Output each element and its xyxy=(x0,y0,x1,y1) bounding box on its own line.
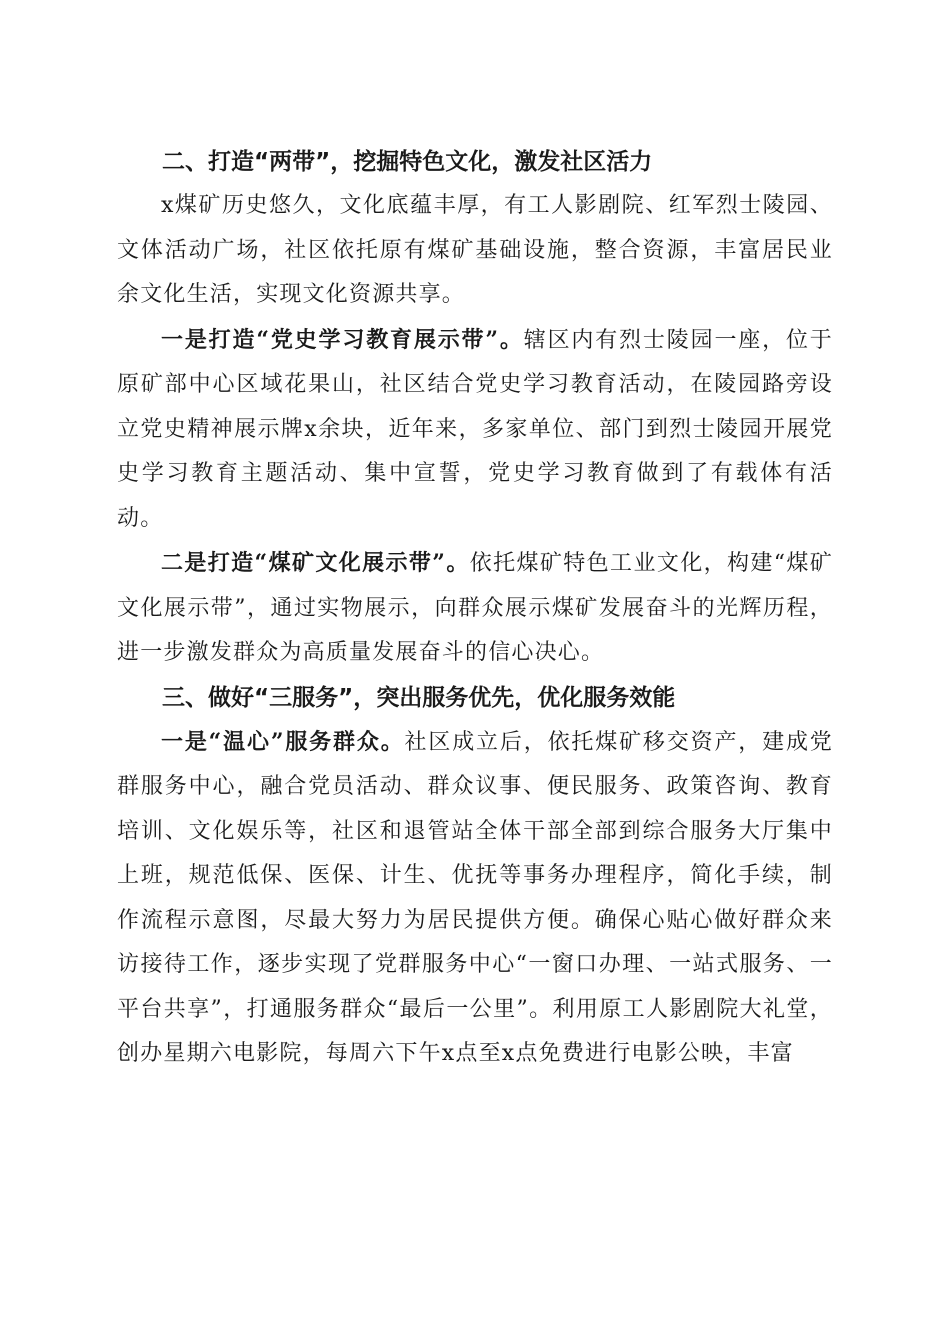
document-page xyxy=(117,140,833,1077)
section-2-item-2 xyxy=(117,541,833,676)
section-2-item-1-lead: 一是打造“党史学习教育展示带”。 xyxy=(161,326,524,353)
section-2-heading: 二、打造“两带”，挖掘特色文化，激发社区活力 xyxy=(162,149,653,175)
section-3-item-1 xyxy=(117,720,833,1077)
section-2-intro: x煤矿历史悠久，文化底蕴丰厚，有工人影剧院、红军烈士陵园、文体活动广场，社区依托原有煤矿基础设施，整合资源，丰富居民业余文化生活，实现文化资源共享。 xyxy=(117,193,833,307)
section-3-item-1-body: 社区成立后，依托煤矿移交资产，建成党群服务中心，融合党员活动、群众议事、便民服务、政策咨询、教育培训、文化娱乐等，社区和退管站全体干部全部到综合服务大厅集中上班，规范低保、医保、计生、优抚等事务办理程序，简化手续，制作流程示意图，尽最大努力为居民提供方便。确保心贴心做好群众来访接待工作，逐步实现了党群服务中心“一窗口办理、一站式服务、一平台共享”，打通服务群众“最后一公里”。利用原工人影剧院大礼堂，创办星期六电影院，每周六下午x点至x点免费进行电影公映，丰富 xyxy=(117,729,834,1066)
section-2-item-1 xyxy=(117,318,833,542)
section-3-item-1-lead: 一是“温心”服务群众。 xyxy=(161,728,405,755)
section-2-item-1-body: 辖区内有烈士陵园一座，位于原矿部中心区域花果山，社区结合党史学习教育活动，在陵园路旁设立党史精神展示牌x余块，近年来，多家单位、部门到烈士陵园开展党史学习教育主题活动、集中宣誓，党史学习教育做到了有载体有活动。 xyxy=(117,327,833,531)
section-3-heading: 三、做好“三服务”，突出服务优先，优化服务效能 xyxy=(162,684,676,711)
section-2-item-2-body: 依托煤矿特色工业文化，构建“煤矿文化展示带”，通过实物展示，向群众展示煤矿发展奋斗的光辉历程，进一步激发群众为高质量发展奋斗的信心决心。 xyxy=(117,551,833,665)
section-2-item-2-lead: 二是打造“煤矿文化展示带”。 xyxy=(161,550,470,576)
